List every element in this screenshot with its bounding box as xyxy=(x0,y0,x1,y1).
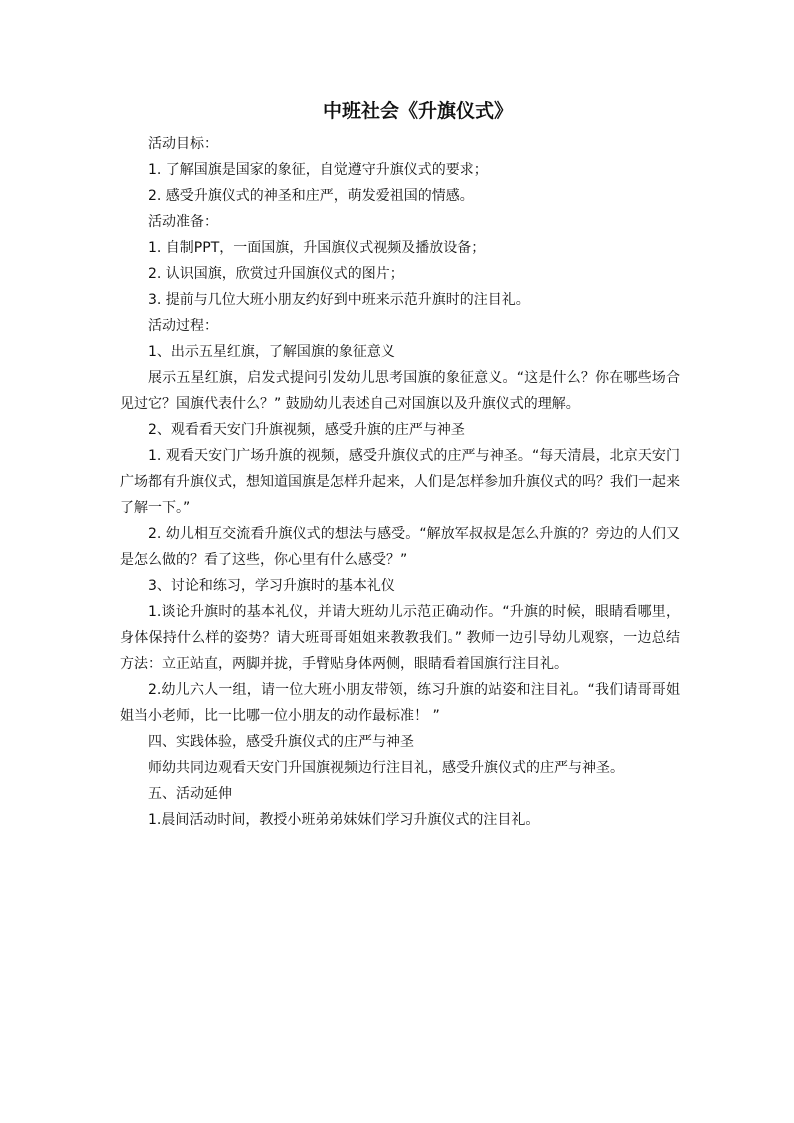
preparation-item: 3. 提前与几位大班小朋友约好到中班来示范升旗时的注目礼。 xyxy=(148,292,530,308)
section-heading-goals: 活动目标： xyxy=(148,136,218,152)
document-title: 中班社会《升旗仪式》 xyxy=(322,100,513,122)
goal-item: 1. 了解国旗是国家的象征，自觉遵守升旗仪式的要求； xyxy=(148,162,488,178)
step-paragraph: 师幼共同边观看天安门升国旗视频边行注目礼，感受升旗仪式的庄严与神圣。 xyxy=(148,760,624,776)
section-heading-preparation: 活动准备： xyxy=(148,214,218,230)
goal-item: 2. 感受升旗仪式的神圣和庄严，萌发爱祖国的情感。 xyxy=(148,188,474,204)
step-paragraph: 2.幼儿六人一组，请一位大班小朋友带领，练习升旗的站姿和注目礼。“我们请哥哥姐姐当小老师，比一比哪一位小朋友的动作最标准！ ” xyxy=(120,682,680,724)
preparation-item: 2. 认识国旗，欣赏过升国旗仪式的图片； xyxy=(148,266,404,282)
step-heading: 四、实践体验，感受升旗仪式的庄严与神圣 xyxy=(148,734,414,750)
step-paragraph: 1. 观看天安门广场升旗的视频，感受升旗仪式的庄严与神圣。“每天清晨，北京天安门广场都有升旗仪式，想知道国旗是怎样升起来，人们是怎样参加升旗仪式的吗？我们一起来了解一下。” xyxy=(120,448,680,516)
preparation-item: 1. 自制PPT，一面国旗，升国旗仪式视频及播放设备； xyxy=(148,240,486,256)
section-heading-process: 活动过程： xyxy=(148,318,218,334)
step-paragraph: 2. 幼儿相互交流看升旗仪式的想法与感受。“解放军叔叔是怎么升旗的？旁边的人们又是怎么做的？看了这些，你心里有什么感受？” xyxy=(120,526,680,568)
step-heading: 1、出示五星红旗，了解国旗的象征意义 xyxy=(148,344,395,360)
step-paragraph: 1.谈论升旗时的基本礼仪，并请大班幼儿示范正确动作。“升旗的时候，眼睛看哪里，身体保持什么样的姿势？请大班哥哥姐姐来教教我们。” 教师一边引导幼儿观察，一边总结方法：立正站直，两脚并拢，手臂贴身体两侧，眼睛看着国旗行注目礼。 xyxy=(120,604,680,672)
extension-item: 1.晨间活动时间，教授小班弟弟妹妹们学习升旗仪式的注目礼。 xyxy=(148,812,540,828)
step-heading: 2、观看看天安门升旗视频，感受升旗的庄严与神圣 xyxy=(148,422,465,438)
step-paragraph: 展示五星红旗，启发式提问引发幼儿思考国旗的象征意义。“这是什么？你在哪些场合见过它？国旗代表什么？” 鼓励幼儿表述自己对国旗以及升旗仪式的理解。 xyxy=(120,370,680,412)
step-heading: 3、讨论和练习，学习升旗时的基本礼仪 xyxy=(148,578,395,594)
document-page xyxy=(120,96,680,833)
section-heading-extension: 五、活动延伸 xyxy=(148,786,232,802)
